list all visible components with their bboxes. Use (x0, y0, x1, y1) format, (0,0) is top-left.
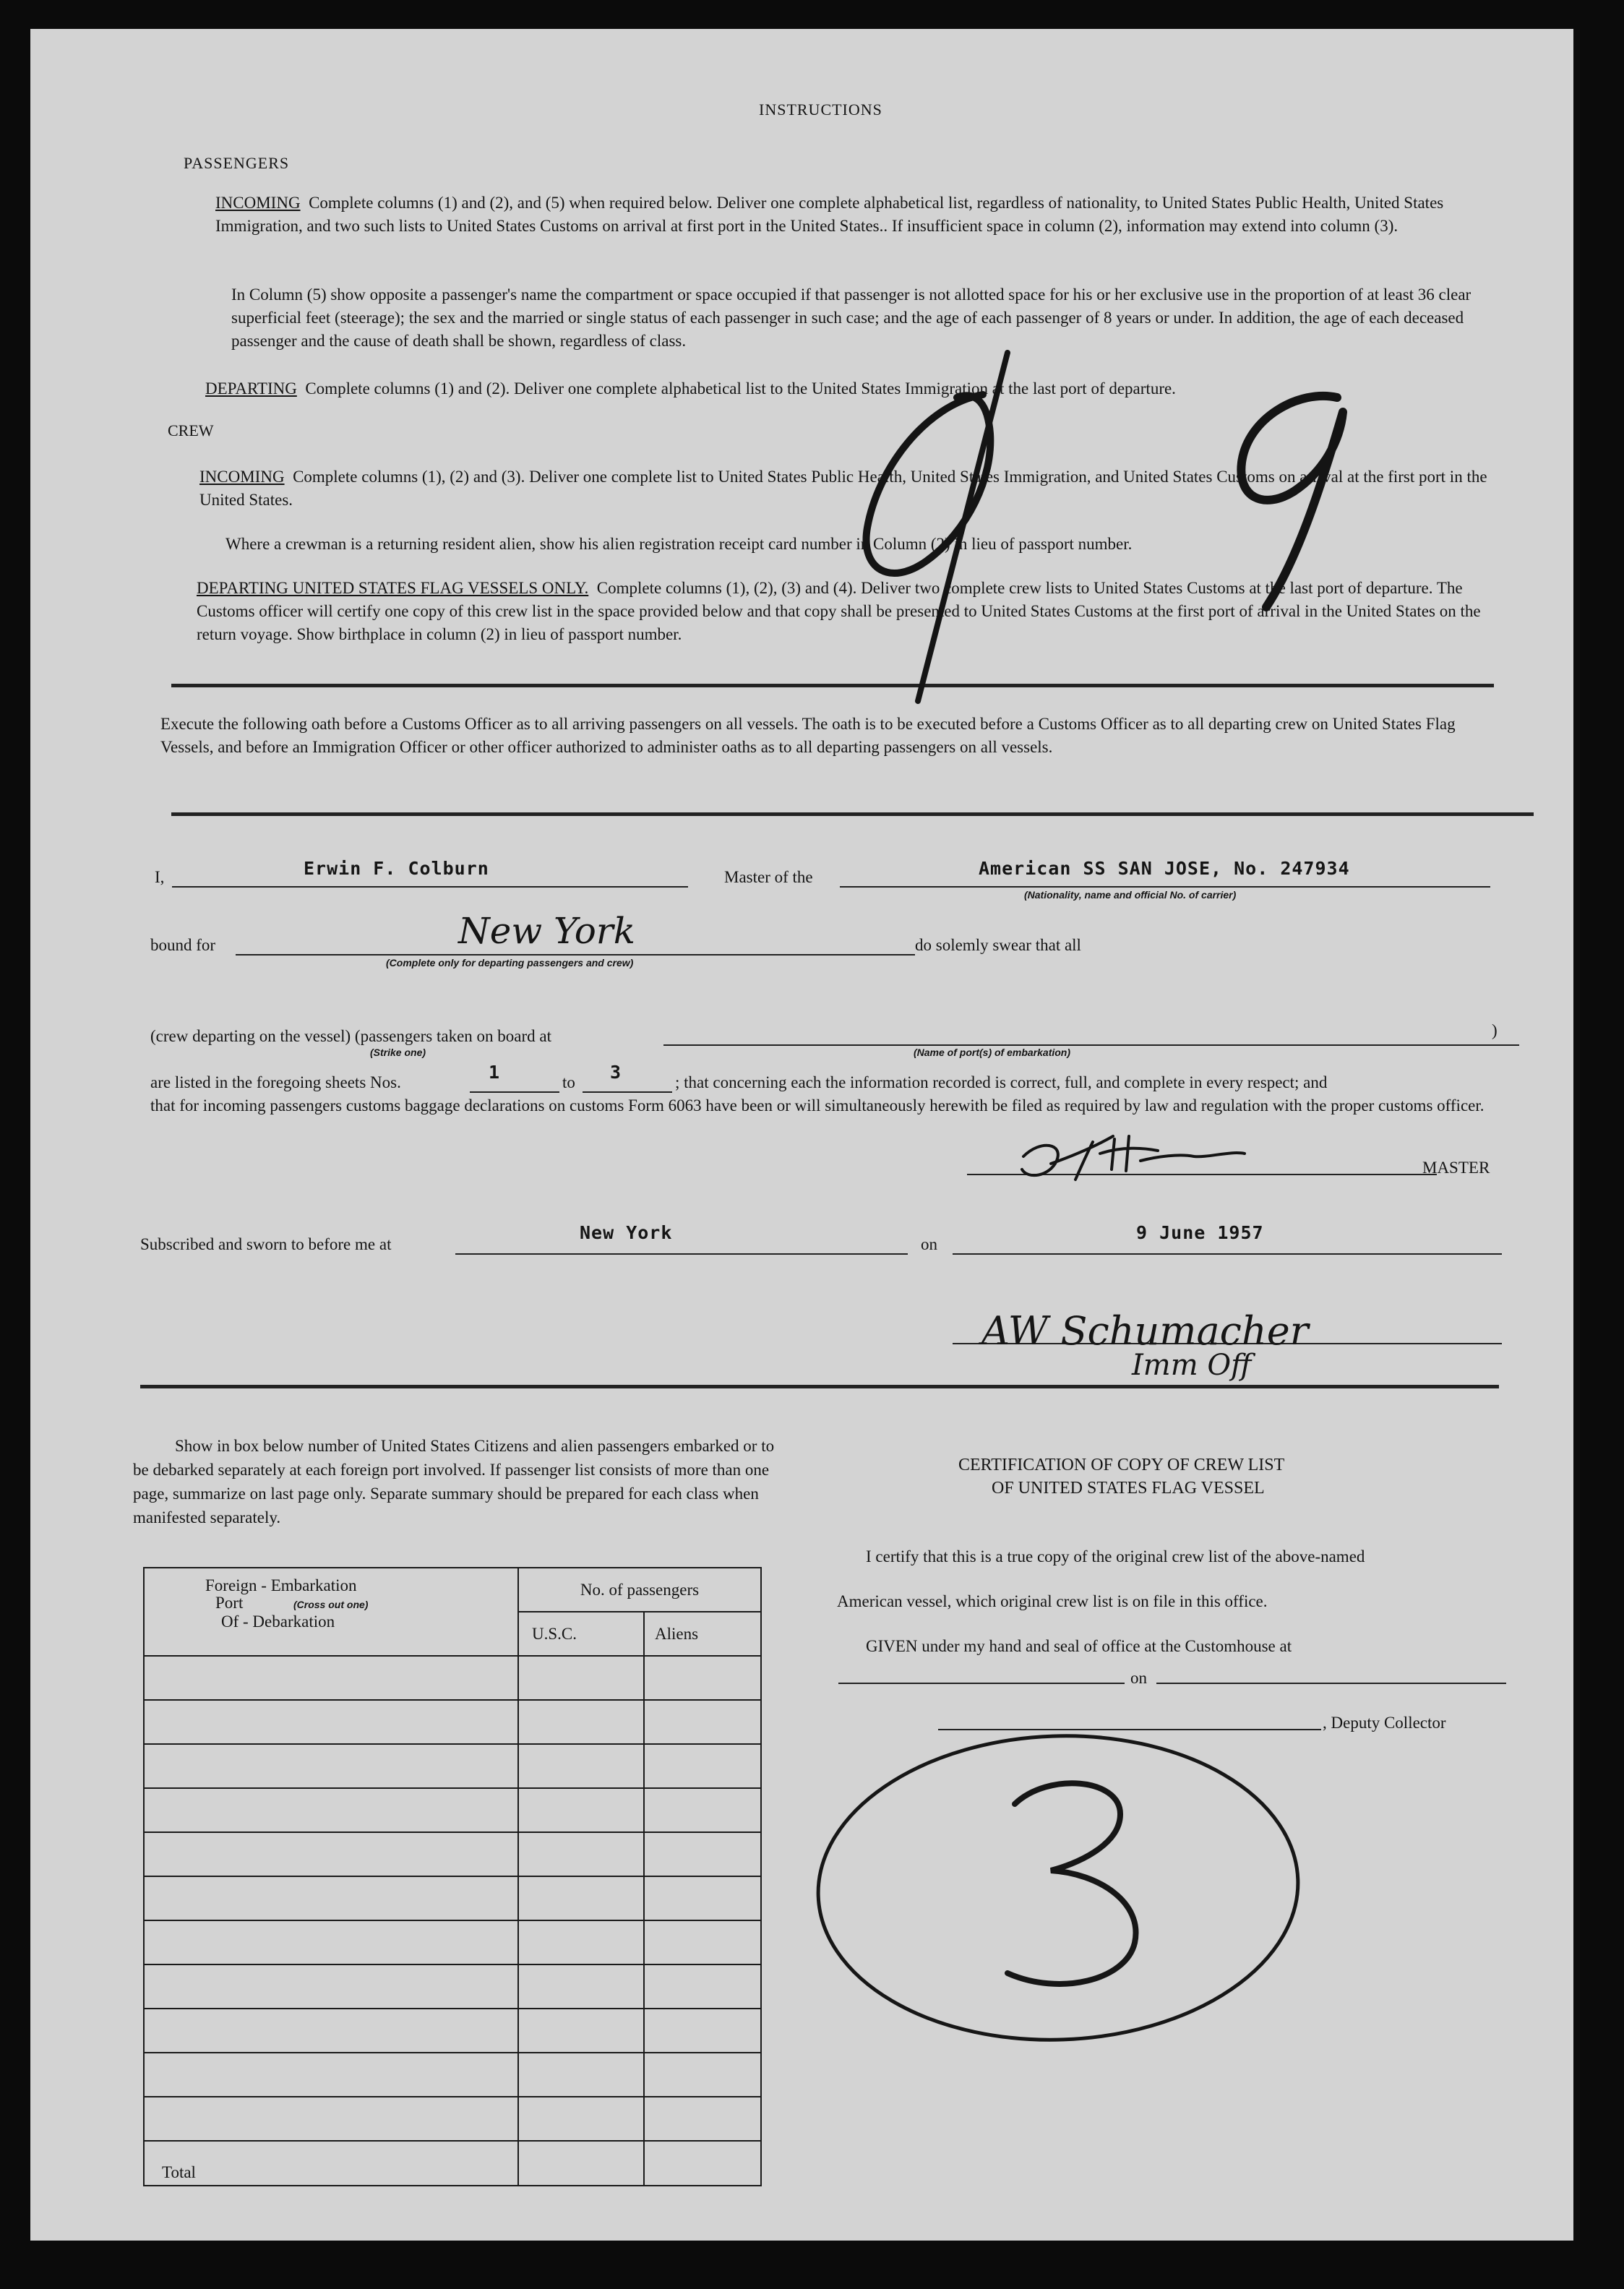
to-label: to (562, 1073, 575, 1091)
port-cell (144, 2009, 518, 2053)
aliens-cell (644, 1744, 761, 1788)
section-divider (171, 812, 1534, 816)
customhouse-line (838, 1683, 1125, 1684)
bound-for-value: New York (458, 910, 635, 952)
master-label: MASTER (1422, 1159, 1490, 1177)
usc-cell (518, 1700, 644, 1744)
passengers-incoming-paragraph (215, 192, 1531, 238)
bound-for-label: bound for (150, 936, 216, 954)
deputy-collector-label: , Deputy Collector (1323, 1714, 1446, 1732)
col-port-line2: Port (215, 1594, 244, 1612)
sheet-to: 3 (610, 1062, 622, 1083)
usc-cell (518, 1876, 644, 1920)
embarkation-port-line (663, 1044, 1519, 1046)
sheet-from: 1 (489, 1062, 501, 1083)
table-row (144, 2053, 761, 2097)
deputy-signature-line (938, 1729, 1321, 1730)
listed-label: are listed in the foregoing sheets Nos. (150, 1073, 401, 1091)
master-of-label: Master of the (724, 868, 813, 886)
passenger-summary-table (143, 1567, 762, 2186)
certification-date-line (1156, 1683, 1506, 1684)
table-row (144, 1832, 761, 1876)
port-cell (144, 2097, 518, 2141)
master-name: Erwin F. Colburn (304, 858, 489, 879)
document-sheet (30, 29, 1573, 2241)
departing-text: Complete columns (1) and (2). Deliver one complete alphabetical list to the United States Immigration at the last port of departure. (305, 379, 1176, 398)
col-port-line3: Of - Debarkation (221, 1612, 335, 1631)
aliens-cell (644, 1876, 761, 1920)
usc-cell (518, 1832, 644, 1876)
vessel-name: American SS SAN JOSE, No. 247934 (979, 858, 1350, 879)
passengers-heading: PASSENGERS (184, 154, 290, 172)
aliens-cell (644, 1964, 761, 2009)
crew-incoming-paragraph (199, 465, 1493, 512)
certification-title-line2: OF UNITED STATES FLAG VESSEL (992, 1479, 1265, 1498)
section-divider (140, 1385, 1499, 1388)
aliens-cell (644, 1788, 761, 1832)
subscribed-label: Subscribed and sworn to before me at (140, 1235, 392, 1253)
port-cell (144, 1876, 518, 1920)
section-divider (171, 684, 1494, 687)
crew-incoming-text: Complete columns (1), (2) and (3). Deliver one complete list to United States Public Health, United States Immigration, and United States Customs on arrival at the first port in the United States. (199, 468, 1487, 509)
incoming-label: INCOMING (215, 194, 301, 212)
sworn-place-line (455, 1253, 908, 1255)
port-cell (144, 1832, 518, 1876)
port-cell (144, 1788, 518, 1832)
port-cell (144, 1656, 518, 1700)
port-caption: (Name of port(s) of embarkation) (914, 1047, 1071, 1058)
certification-line2: American vessel, which original crew list is on file in this office. (837, 1592, 1268, 1610)
table-row (144, 1964, 761, 2009)
sworn-date: 9 June 1957 (1136, 1222, 1264, 1243)
usc-cell (518, 2053, 644, 2097)
port-cell (144, 1964, 518, 2009)
table-row (144, 2009, 761, 2053)
certification-line3: GIVEN under my hand and seal of office at the Customhouse at (866, 1637, 1292, 1655)
total-aliens-cell (644, 2141, 761, 2186)
usc-cell (518, 1788, 644, 1832)
oath-intro-paragraph: Execute the following oath before a Customs Officer as to all arriving passengers on all vessels. The oath is to be executed before a Customs Officer as to all departing crew on United States Flag Vessels, and before an Immigration Officer or other officer authorized to administer oaths as to all departing passengers on all vessels. (160, 715, 1456, 756)
listed-rest: that for incoming passengers customs baggage declarations on customs Form 6063 have been or will simultaneously herewith be filed as required by law and regulation with the proper customs officer. (150, 1096, 1485, 1115)
close-paren: ) (1492, 1021, 1498, 1039)
crew-incoming-label: INCOMING (199, 468, 285, 486)
flag-vessels-text: Complete columns (1), (2), (3) and (4). Deliver two complete crew lists to United States Customs at the last port of departure. The Customs officer will certify one copy of this crew list in the space provided below and that copy shall be presented to United States Customs at the first port of arrival in the United States on the return voyage. Show birthplace in column (2) in lieu of passport number. (197, 579, 1481, 643)
certification-line1: I certify that this is a true copy of the original crew list of the above-named (866, 1547, 1365, 1566)
table-row (144, 1788, 761, 1832)
total-label: Total (162, 2163, 196, 2181)
port-cell (144, 1744, 518, 1788)
column5-paragraph: In Column (5) show opposite a passenger's name the compartment or space occupied if that passenger is not allotted space for his or her exclusive use in the proportion of at least 36 clear superficial feet (steerage); the sex and the married or single status of each passenger in such case; and the age of each passenger of 8 years or under. In addition, the age of each deceased passenger and the cause of death shall be shown, regardless of class. (231, 285, 1472, 350)
table-row (144, 1700, 761, 1744)
col-aliens-label: Aliens (655, 1624, 699, 1643)
officer-title: Imm Off (1132, 1349, 1252, 1382)
port-cell (144, 1700, 518, 1744)
total-label-cell (144, 2141, 518, 2186)
col-passengers-label: No. of passengers (580, 1580, 700, 1599)
usc-cell (518, 1656, 644, 1700)
table-row (144, 2097, 761, 2141)
crew-heading: CREW (168, 421, 214, 439)
usc-cell (518, 1964, 644, 2009)
col-port-cross: (Cross out one) (293, 1599, 369, 1610)
bound-for-line (236, 954, 915, 955)
passengers-departing-paragraph (205, 377, 1528, 400)
sworn-date-line (953, 1253, 1502, 1255)
sworn-on-label: on (921, 1235, 937, 1253)
officer-signature: AW Schumacher (981, 1308, 1309, 1354)
usc-cell (518, 1744, 644, 1788)
col-usc-label: U.S.C. (532, 1624, 577, 1643)
master-signature-line (967, 1174, 1437, 1175)
port-cell (144, 1920, 518, 1964)
aliens-cell (644, 1656, 761, 1700)
table-header-row (144, 1568, 761, 1612)
certification-on-label: on (1130, 1669, 1147, 1687)
master-name-line (172, 886, 688, 888)
table-row (144, 1656, 761, 1700)
vessel-caption: (Nationality, name and official No. of carrier) (1024, 889, 1237, 901)
total-row (144, 2141, 761, 2186)
sheet-to-line (583, 1091, 672, 1093)
flag-vessels-paragraph (197, 577, 1519, 646)
sworn-place: New York (580, 1222, 673, 1243)
oath-i-label: I, (155, 868, 165, 886)
table-row (144, 1920, 761, 1964)
certification-title-line1: CERTIFICATION OF COPY OF CREW LIST (958, 1456, 1285, 1474)
aliens-cell (644, 1832, 761, 1876)
vessel-line (840, 886, 1490, 888)
crewman-paragraph: Where a crewman is a returning resident alien, show his alien registration receipt card number in Column (2) in lieu of passport number. (225, 535, 1133, 553)
usc-cell (518, 2009, 644, 2053)
crew-departing-text: (crew departing on the vessel) (passengers taken on board at (150, 1027, 551, 1045)
col-passengers (518, 1568, 761, 1612)
sheet-from-line (470, 1091, 559, 1093)
aliens-cell (644, 2053, 761, 2097)
sheet-mark-handwriting (867, 353, 1343, 701)
aliens-cell (644, 1920, 761, 1964)
strike-caption: (Strike one) (370, 1047, 426, 1058)
col-aliens (644, 1612, 761, 1656)
listed-tail: ; that concerning each the information recorded is correct, full, and complete in every respect; and (675, 1073, 1328, 1091)
total-usc-cell (518, 2141, 644, 2186)
departing-label: DEPARTING (205, 379, 297, 398)
port-cell (144, 2053, 518, 2097)
port-header-cell (144, 1568, 518, 1656)
circled-number-mark (813, 1728, 1303, 2048)
aliens-cell (644, 2097, 761, 2141)
col-port-line1: Foreign - Embarkation (205, 1576, 357, 1594)
master-signature (1022, 1136, 1245, 1180)
instructions-title: INSTRUCTIONS (759, 100, 882, 119)
table-row (144, 1744, 761, 1788)
aliens-cell (644, 2009, 761, 2053)
col-usc (518, 1612, 644, 1656)
table-row (144, 1876, 761, 1920)
flag-vessels-label: DEPARTING UNITED STATES FLAG VESSELS ONLY. (197, 579, 589, 597)
usc-cell (518, 2097, 644, 2141)
aliens-cell (644, 1700, 761, 1744)
summary-instructions: Show in box below number of United States Citizens and alien passengers embarked or to be debarked separately at each foreign port involved. If passenger list consists of more than one page, summarize on last page only. Separate summary should be prepared for each class when manifested separately. (133, 1437, 775, 1526)
incoming-text: Complete columns (1) and (2), and (5) when required below. Deliver one complete alphabetical list, regardless of nationality, to United States Public Health, United States Immigration, and two such lists to United States Customs on arrival at first port in the United States.. If insufficient space in column (2), information may extend into column (3). (215, 194, 1444, 235)
bound-for-caption: (Complete only for departing passengers and crew) (386, 957, 634, 969)
usc-cell (518, 1920, 644, 1964)
swear-text: do solemly swear that all (915, 936, 1081, 954)
